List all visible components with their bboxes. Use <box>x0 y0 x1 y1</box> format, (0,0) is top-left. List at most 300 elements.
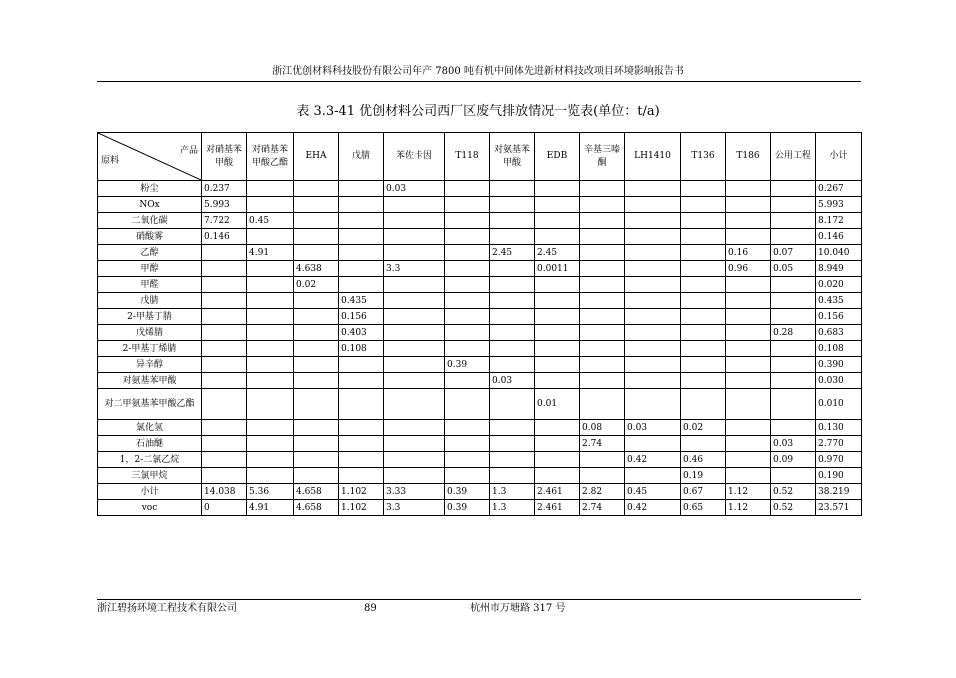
table-cell <box>445 261 490 277</box>
column-header: T186 <box>726 133 771 181</box>
row-subtotal-cell: 0.146 <box>816 229 862 245</box>
table-cell <box>445 213 490 229</box>
table-cell: 0.05 <box>771 261 816 277</box>
table-cell <box>247 325 294 341</box>
row-label: 对氨基苯甲酸 <box>98 373 202 389</box>
table-cell <box>247 229 294 245</box>
column-header: EDB <box>535 133 580 181</box>
table-cell: 2.461 <box>535 484 580 500</box>
table-cell <box>771 420 816 436</box>
table-cell <box>294 341 339 357</box>
table-cell <box>625 309 681 325</box>
table-cell <box>384 468 445 484</box>
footer-company: 浙江碧扬环境工程技术有限公司 <box>97 603 237 614</box>
table-cell <box>490 325 535 341</box>
table-cell <box>445 181 490 197</box>
table-cell <box>726 452 771 468</box>
table-cell <box>339 357 384 373</box>
footer-rule <box>97 599 861 600</box>
table-cell <box>580 245 625 261</box>
table-cell <box>247 261 294 277</box>
table-cell <box>580 277 625 293</box>
table-cell <box>490 468 535 484</box>
table-cell: 0 <box>202 500 247 516</box>
table-cell <box>726 341 771 357</box>
table-cell <box>384 325 445 341</box>
table-row <box>98 420 862 436</box>
table-cell: 2.45 <box>490 245 535 261</box>
table-cell <box>445 293 490 309</box>
table-cell <box>247 309 294 325</box>
table-row <box>98 389 862 420</box>
table-cell <box>445 436 490 452</box>
table-cell <box>625 213 681 229</box>
table-cell <box>490 341 535 357</box>
table-cell <box>726 420 771 436</box>
table-cell <box>202 261 247 277</box>
table-cell <box>771 277 816 293</box>
table-cell <box>726 468 771 484</box>
table-cell <box>535 197 580 213</box>
table-cell: 3.33 <box>384 484 445 500</box>
table-cell <box>339 436 384 452</box>
table-cell <box>771 293 816 309</box>
table-cell <box>247 389 294 420</box>
table-cell <box>726 293 771 309</box>
table-cell: 0.45 <box>625 484 681 500</box>
table-row <box>98 213 862 229</box>
table-cell: 0.67 <box>681 484 726 500</box>
table-cell <box>681 373 726 389</box>
table-cell: 5.993 <box>202 197 247 213</box>
table-cell <box>580 325 625 341</box>
row-subtotal-cell: 8.949 <box>816 261 862 277</box>
table-cell <box>294 357 339 373</box>
table-cell <box>202 245 247 261</box>
table-title: 表 3.3-41 优创材料公司西厂区废气排放情况一览表(单位：t/a) <box>296 104 660 119</box>
table-cell: 0.42 <box>625 452 681 468</box>
table-cell: 0.435 <box>339 293 384 309</box>
table-cell <box>771 309 816 325</box>
table-cell: 0.07 <box>771 245 816 261</box>
table-cell: 0.108 <box>339 341 384 357</box>
table-cell <box>247 420 294 436</box>
row-label: 1，2-二氯乙烷 <box>98 452 202 468</box>
table-cell <box>535 468 580 484</box>
table-cell <box>490 420 535 436</box>
row-subtotal-cell: 38.219 <box>816 484 862 500</box>
table-cell <box>384 277 445 293</box>
table-cell: 14.038 <box>202 484 247 500</box>
table-cell <box>202 293 247 309</box>
table-cell <box>384 389 445 420</box>
table-cell <box>726 277 771 293</box>
row-subtotal-cell: 23.571 <box>816 500 862 516</box>
row-label: 甲醛 <box>98 277 202 293</box>
table-cell <box>580 261 625 277</box>
table-cell: 2.74 <box>580 500 625 516</box>
table-cell <box>681 245 726 261</box>
table-cell: 4.91 <box>247 500 294 516</box>
table-cell <box>202 452 247 468</box>
table-cell <box>625 389 681 420</box>
row-subtotal-cell: 0.130 <box>816 420 862 436</box>
table-cell <box>445 341 490 357</box>
row-subtotal-cell: 0.108 <box>816 341 862 357</box>
corner-material-label: 原料 <box>101 156 120 166</box>
table-row <box>98 341 862 357</box>
table-cell: 0.39 <box>445 500 490 516</box>
table-body <box>98 181 862 516</box>
table-cell <box>535 373 580 389</box>
table-cell <box>339 420 384 436</box>
table-cell <box>771 341 816 357</box>
table-cell <box>294 245 339 261</box>
table-cell <box>771 373 816 389</box>
table-cell: 2.82 <box>580 484 625 500</box>
table-cell: 0.03 <box>625 420 681 436</box>
table-row <box>98 293 862 309</box>
table-cell <box>247 373 294 389</box>
table-cell <box>490 389 535 420</box>
table-cell <box>445 325 490 341</box>
table-cell <box>339 468 384 484</box>
table-cell <box>625 261 681 277</box>
row-subtotal-cell: 0.030 <box>816 373 862 389</box>
table-cell <box>294 229 339 245</box>
table-cell <box>490 436 535 452</box>
table-cell <box>294 197 339 213</box>
table-cell <box>445 229 490 245</box>
table-cell: 0.16 <box>726 245 771 261</box>
table-cell <box>580 468 625 484</box>
row-label: 粉尘 <box>98 181 202 197</box>
table-cell <box>490 261 535 277</box>
table-cell <box>384 357 445 373</box>
table-row <box>98 277 862 293</box>
column-header: EHA <box>294 133 339 181</box>
table-cell <box>535 420 580 436</box>
row-label: 小计 <box>98 484 202 500</box>
table-cell <box>202 468 247 484</box>
row-label: 三氯甲烷 <box>98 468 202 484</box>
column-header: 对硝基苯甲酸乙酯 <box>247 133 294 181</box>
row-subtotal-cell: 0.156 <box>816 309 862 325</box>
table-row <box>98 229 862 245</box>
table-row <box>98 500 862 516</box>
table-cell <box>535 229 580 245</box>
running-header: 浙江优创材料科技股份有限公司年产 7800 吨有机中间体先进新材料技改项目环境影响报告书 <box>272 66 684 77</box>
table-cell <box>625 229 681 245</box>
row-label: 戊腈 <box>98 293 202 309</box>
table-row <box>98 468 862 484</box>
table-cell: 0.156 <box>339 309 384 325</box>
table-cell: 0.39 <box>445 484 490 500</box>
page-number: 89 <box>364 603 377 614</box>
table-cell <box>202 389 247 420</box>
table-cell: 0.46 <box>681 452 726 468</box>
table-cell <box>535 293 580 309</box>
table-cell <box>681 213 726 229</box>
row-label: voc <box>98 500 202 516</box>
emissions-table <box>97 132 862 516</box>
row-subtotal-cell: 0.010 <box>816 389 862 420</box>
table-cell <box>681 341 726 357</box>
table-row <box>98 197 862 213</box>
table-cell: 1.3 <box>490 484 535 500</box>
table-cell <box>490 197 535 213</box>
row-label: 2-甲基丁烯腈 <box>98 341 202 357</box>
table-row <box>98 357 862 373</box>
table-cell <box>681 389 726 420</box>
table-cell <box>247 468 294 484</box>
table-row <box>98 484 862 500</box>
table-cell <box>384 420 445 436</box>
table-cell <box>247 341 294 357</box>
table-cell <box>771 389 816 420</box>
table-cell <box>726 309 771 325</box>
table-row <box>98 452 862 468</box>
table-cell <box>580 373 625 389</box>
table-cell <box>384 245 445 261</box>
table-cell <box>202 277 247 293</box>
table-cell <box>580 389 625 420</box>
table-cell <box>625 277 681 293</box>
table-corner-cell <box>98 133 202 181</box>
row-label: NOx <box>98 197 202 213</box>
table-cell <box>490 181 535 197</box>
table-cell <box>384 197 445 213</box>
table-cell <box>339 197 384 213</box>
table-cell <box>339 261 384 277</box>
table-cell <box>445 309 490 325</box>
table-cell <box>580 357 625 373</box>
table-cell: 0.19 <box>681 468 726 484</box>
row-label: 戊烯腈 <box>98 325 202 341</box>
table-cell <box>384 373 445 389</box>
row-label: 硝酸雾 <box>98 229 202 245</box>
table-cell: 0.09 <box>771 452 816 468</box>
table-cell <box>681 293 726 309</box>
row-subtotal-cell: 0.683 <box>816 325 862 341</box>
table-cell <box>202 357 247 373</box>
table-cell <box>726 197 771 213</box>
column-header: T136 <box>681 133 726 181</box>
table-cell <box>681 277 726 293</box>
column-header: 对硝基苯甲酸 <box>202 133 247 181</box>
table-cell <box>490 229 535 245</box>
table-cell: 0.03 <box>490 373 535 389</box>
table-cell: 0.403 <box>339 325 384 341</box>
table-cell: 0.03 <box>771 436 816 452</box>
table-cell <box>535 213 580 229</box>
table-cell <box>294 452 339 468</box>
table-cell <box>771 468 816 484</box>
table-cell <box>681 436 726 452</box>
table-cell <box>445 373 490 389</box>
row-subtotal-cell: 0.970 <box>816 452 862 468</box>
table-cell <box>535 341 580 357</box>
table-cell <box>681 197 726 213</box>
table-cell: 4.638 <box>294 261 339 277</box>
table-row <box>98 245 862 261</box>
table-cell: 0.52 <box>771 500 816 516</box>
row-label: 乙醇 <box>98 245 202 261</box>
table-cell <box>726 229 771 245</box>
table-cell <box>294 436 339 452</box>
table-cell <box>490 277 535 293</box>
table-cell: 0.03 <box>384 181 445 197</box>
table-cell <box>384 293 445 309</box>
column-header: 小计 <box>816 133 862 181</box>
table-cell <box>681 309 726 325</box>
table-cell <box>681 261 726 277</box>
table-cell <box>490 357 535 373</box>
table-cell <box>384 452 445 468</box>
table-cell <box>445 420 490 436</box>
table-cell <box>625 468 681 484</box>
table-cell <box>726 325 771 341</box>
table-cell <box>202 436 247 452</box>
table-cell: 0.42 <box>625 500 681 516</box>
table-cell <box>339 229 384 245</box>
table-cell: 2.461 <box>535 500 580 516</box>
table-cell <box>445 389 490 420</box>
row-subtotal-cell: 10.040 <box>816 245 862 261</box>
table-cell <box>339 452 384 468</box>
table-cell: 0.45 <box>247 213 294 229</box>
row-subtotal-cell: 8.172 <box>816 213 862 229</box>
footer-address: 杭州市万塘路 317 号 <box>470 603 566 614</box>
table-cell: 0.01 <box>535 389 580 420</box>
table-cell <box>339 277 384 293</box>
row-subtotal-cell: 5.993 <box>816 197 862 213</box>
table-cell <box>202 325 247 341</box>
table-cell <box>202 309 247 325</box>
table-cell <box>771 213 816 229</box>
table-cell <box>490 452 535 468</box>
table-cell: 0.237 <box>202 181 247 197</box>
table-cell <box>681 229 726 245</box>
table-cell: 0.146 <box>202 229 247 245</box>
table-cell: 2.45 <box>535 245 580 261</box>
table-cell <box>625 181 681 197</box>
table-cell: 0.65 <box>681 500 726 516</box>
table-cell <box>445 245 490 261</box>
table-cell <box>294 373 339 389</box>
table-cell <box>384 229 445 245</box>
table-cell <box>294 468 339 484</box>
table-cell <box>384 341 445 357</box>
table-cell <box>247 181 294 197</box>
table-cell <box>625 293 681 309</box>
table-cell <box>202 420 247 436</box>
table-cell: 2.74 <box>580 436 625 452</box>
table-row <box>98 261 862 277</box>
row-label: 石油醚 <box>98 436 202 452</box>
row-label: 氯化氢 <box>98 420 202 436</box>
column-header: 公用工程 <box>771 133 816 181</box>
table-cell <box>625 341 681 357</box>
table-cell <box>294 213 339 229</box>
table-cell: 3.3 <box>384 261 445 277</box>
table-cell <box>339 373 384 389</box>
table-cell: 0.02 <box>294 277 339 293</box>
table-cell: 0.02 <box>681 420 726 436</box>
table-cell <box>535 181 580 197</box>
table-cell <box>580 213 625 229</box>
table-cell <box>726 357 771 373</box>
table-cell: 0.0011 <box>535 261 580 277</box>
table-cell: 0.52 <box>771 484 816 500</box>
table-cell: 1.12 <box>726 484 771 500</box>
row-subtotal-cell: 0.390 <box>816 357 862 373</box>
table-cell <box>339 389 384 420</box>
table-cell <box>771 197 816 213</box>
table-cell <box>339 245 384 261</box>
table-cell <box>490 293 535 309</box>
table-cell <box>535 452 580 468</box>
table-cell <box>580 229 625 245</box>
table-cell: 1.12 <box>726 500 771 516</box>
table-cell <box>384 309 445 325</box>
table-cell <box>490 309 535 325</box>
table-cell <box>535 436 580 452</box>
table-row <box>98 436 862 452</box>
table-cell <box>625 197 681 213</box>
table-cell <box>535 277 580 293</box>
table-cell <box>445 197 490 213</box>
table-cell <box>625 325 681 341</box>
row-label: 对二甲氨基苯甲酸乙酯 <box>98 389 202 420</box>
table-cell <box>726 213 771 229</box>
table-row <box>98 181 862 197</box>
table-cell <box>202 341 247 357</box>
header-rule <box>97 81 861 82</box>
table-cell: 4.658 <box>294 484 339 500</box>
table-cell <box>726 389 771 420</box>
table-cell <box>726 373 771 389</box>
table-cell <box>445 468 490 484</box>
table-cell <box>771 181 816 197</box>
table-cell <box>445 277 490 293</box>
row-subtotal-cell: 2.770 <box>816 436 862 452</box>
table-cell: 0.28 <box>771 325 816 341</box>
table-cell <box>681 357 726 373</box>
row-label: 异辛醇 <box>98 357 202 373</box>
table-row <box>98 325 862 341</box>
table-cell <box>625 373 681 389</box>
table-cell <box>384 436 445 452</box>
table-header-row <box>98 133 862 181</box>
table-row <box>98 309 862 325</box>
table-cell: 4.91 <box>247 245 294 261</box>
table-cell: 3.3 <box>384 500 445 516</box>
table-cell: 0.39 <box>445 357 490 373</box>
table-cell <box>247 293 294 309</box>
table-cell <box>339 181 384 197</box>
table-cell <box>726 436 771 452</box>
table-cell: 0.96 <box>726 261 771 277</box>
table-cell <box>202 373 247 389</box>
table-cell <box>580 309 625 325</box>
table-cell <box>681 325 726 341</box>
row-label: 甲醇 <box>98 261 202 277</box>
row-subtotal-cell: 0.020 <box>816 277 862 293</box>
table-cell <box>625 245 681 261</box>
row-subtotal-cell: 0.190 <box>816 468 862 484</box>
table-cell <box>580 341 625 357</box>
